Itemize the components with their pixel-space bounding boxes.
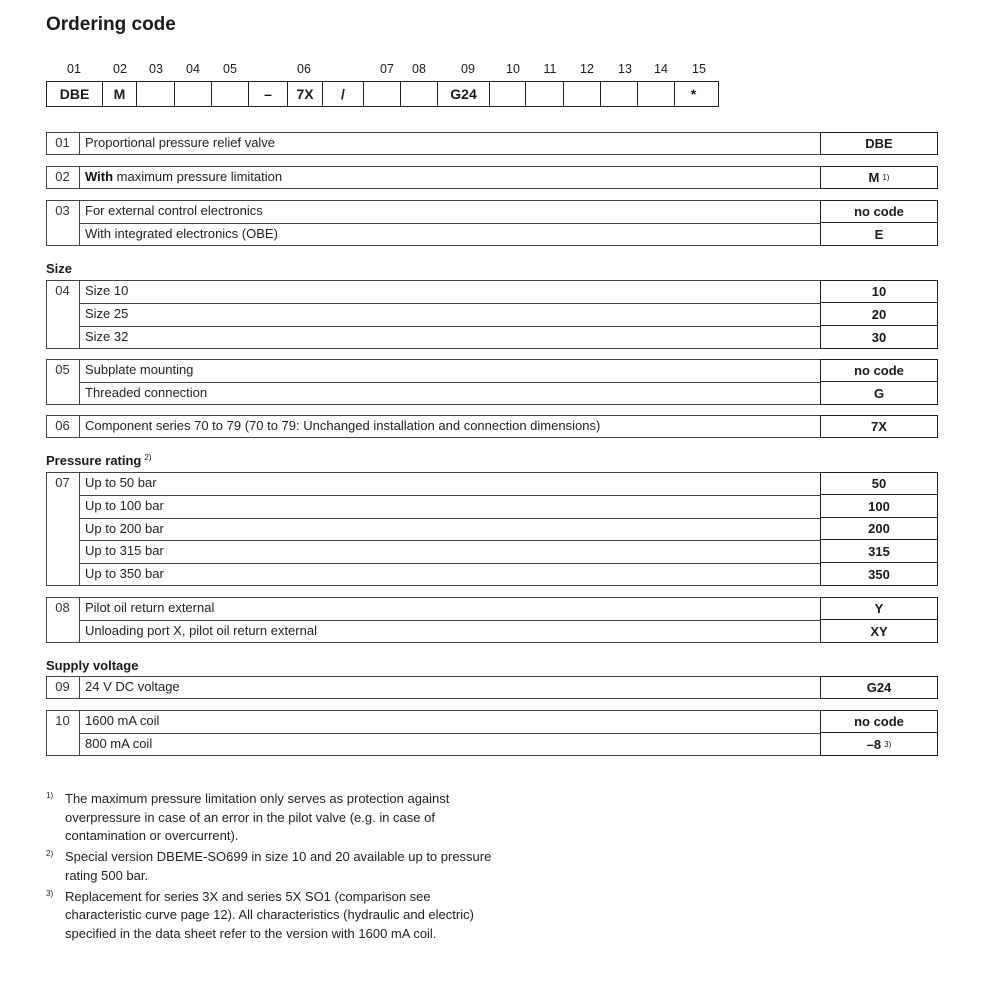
group-number: 01 xyxy=(55,135,70,150)
footnote xyxy=(46,790,506,846)
group-07 xyxy=(46,472,938,586)
option-code: E xyxy=(820,223,938,246)
position-numbers xyxy=(46,62,746,78)
code-box xyxy=(137,82,175,106)
group-number: 07 xyxy=(55,475,70,490)
option-row xyxy=(46,472,938,495)
code-box xyxy=(601,82,638,106)
position-number: 03 xyxy=(149,62,163,76)
option-code: 20 xyxy=(820,303,938,326)
group-02 xyxy=(46,166,938,189)
option-description: 24 V DC voltage xyxy=(85,679,180,694)
option-code: no code xyxy=(820,359,938,382)
position-number: 11 xyxy=(543,62,557,76)
group-09 xyxy=(46,676,938,699)
option-description: Up to 100 bar xyxy=(85,498,164,513)
position-number: 09 xyxy=(461,62,475,76)
option-code: no code xyxy=(820,710,938,733)
option-code: 100 xyxy=(820,495,938,518)
group-number: 02 xyxy=(55,169,70,184)
option-row xyxy=(46,676,938,699)
option-code: 200 xyxy=(820,518,938,540)
option-code: Y xyxy=(820,597,938,620)
page-title: Ordering code xyxy=(46,14,176,35)
group-06 xyxy=(46,415,938,438)
code-box: DBE xyxy=(47,82,103,106)
footnote-mark: 2) xyxy=(46,849,54,859)
group-05 xyxy=(46,359,938,405)
option-description-rest: maximum pressure limitation xyxy=(113,169,283,184)
option-row xyxy=(46,359,938,382)
group-10 xyxy=(46,710,938,756)
position-number: 14 xyxy=(654,62,668,76)
option-code: no code xyxy=(820,200,938,223)
option-row xyxy=(46,326,938,349)
option-code: 50 xyxy=(820,472,938,495)
footnote-mark: 1) xyxy=(46,791,54,800)
position-number: 15 xyxy=(692,62,706,76)
option-description: Proportional pressure relief valve xyxy=(85,135,276,150)
code-box xyxy=(638,82,675,106)
position-number: 04 xyxy=(186,62,200,76)
position-number: 08 xyxy=(412,62,426,76)
footnote-ref: 1) xyxy=(882,173,890,182)
option-code: 350 xyxy=(820,563,938,586)
option-description: Up to 350 bar xyxy=(85,566,164,581)
group-01 xyxy=(46,132,938,155)
position-number: 05 xyxy=(223,62,237,76)
option-description: Threaded connection xyxy=(85,385,208,400)
option-description: Up to 315 bar xyxy=(85,543,164,558)
option-row xyxy=(46,495,938,518)
group-03 xyxy=(46,200,938,246)
option-row xyxy=(46,280,938,303)
option-row xyxy=(46,415,938,438)
option-code: 7X xyxy=(820,415,938,438)
group-number: 04 xyxy=(55,283,70,298)
option-description: 1600 mA coil xyxy=(85,713,160,728)
code-box xyxy=(212,82,249,106)
code-box xyxy=(526,82,564,106)
footnote xyxy=(46,888,506,944)
footnote xyxy=(46,848,506,885)
option-description: Size 25 xyxy=(85,306,129,321)
code-box: 7X xyxy=(287,82,323,106)
footnotes xyxy=(46,790,506,944)
footnote-ref: 3) xyxy=(884,739,892,749)
option-code: G24 xyxy=(820,676,938,699)
position-number: 13 xyxy=(618,62,632,76)
option-row xyxy=(46,733,938,756)
option-row xyxy=(46,200,938,223)
option-description: 800 mA coil xyxy=(85,736,153,751)
code-box xyxy=(401,82,438,106)
footnote-text: The maximum pressure limitation only serves as protection against overpressure in case of an error in the pilot valve (e.g. in case of contamination or overcurrent). xyxy=(65,791,450,844)
section-heading-pressure-rating xyxy=(46,453,152,468)
option-description: Size 10 xyxy=(85,283,129,298)
option-code-value: M xyxy=(868,170,880,185)
option-description xyxy=(85,166,282,188)
option-code: G xyxy=(820,382,938,405)
footnote-text: Replacement for series 3X and series 5X SO1 (comparison see characteristic curve page 12). All characteristics (hydraulic and electric) specified in the data sheet refer to the version with 1600 mA coil. xyxy=(65,888,474,941)
code-box: * xyxy=(690,86,697,102)
group-number: 08 xyxy=(55,600,70,615)
option-description: Component series 70 to 79 (70 to 79: Unchanged installation and connection dimensions) xyxy=(85,418,601,433)
option-row xyxy=(46,382,938,405)
option-row xyxy=(46,132,938,155)
option-code: 315 xyxy=(820,540,938,563)
footnote-text: Special version DBEME-SO699 in size 10 and 20 available up to pressure rating 500 bar. xyxy=(65,849,492,883)
option-row xyxy=(46,540,938,563)
option-description: With integrated electronics (OBE) xyxy=(85,226,278,241)
code-box: – xyxy=(264,86,272,102)
option-row xyxy=(46,710,938,733)
group-04 xyxy=(46,280,938,349)
section-heading-text: Pressure rating xyxy=(46,453,142,468)
code-boxes xyxy=(46,81,719,107)
option-code xyxy=(820,166,938,189)
option-code xyxy=(820,733,938,756)
option-code: 30 xyxy=(820,326,938,349)
option-row xyxy=(46,223,938,246)
position-number: 01 xyxy=(67,62,81,76)
option-code: XY xyxy=(820,620,938,643)
position-number: 12 xyxy=(580,62,594,76)
section-heading-supply-voltage: Supply voltage xyxy=(46,658,139,673)
option-description-bold: With xyxy=(85,169,114,184)
section-heading-size: Size xyxy=(46,261,73,276)
option-description: Up to 200 bar xyxy=(85,521,164,536)
option-code: DBE xyxy=(820,132,938,155)
option-row xyxy=(46,563,938,586)
group-number: 09 xyxy=(55,679,70,694)
option-code: 10 xyxy=(820,280,938,303)
group-number: 10 xyxy=(55,713,70,728)
option-code-value: –8 xyxy=(866,736,882,752)
option-row xyxy=(46,303,938,326)
group-number: 06 xyxy=(55,418,70,433)
option-row xyxy=(46,620,938,643)
position-number: 06 xyxy=(297,62,311,76)
position-number: 02 xyxy=(113,62,127,76)
option-row xyxy=(46,597,938,620)
option-description: Size 32 xyxy=(85,329,129,344)
code-box xyxy=(490,82,526,106)
option-description: Pilot oil return external xyxy=(85,600,215,615)
option-description: For external control electronics xyxy=(85,203,263,218)
option-description: Unloading port X, pilot oil return external xyxy=(85,623,317,638)
code-box: G24 xyxy=(438,82,490,106)
footnote-ref: 2) xyxy=(144,453,152,462)
option-row xyxy=(46,166,938,189)
code-box: M xyxy=(103,82,137,106)
position-number: 07 xyxy=(380,62,394,76)
option-description: Subplate mounting xyxy=(85,362,194,377)
group-08 xyxy=(46,597,938,643)
option-description: Up to 50 bar xyxy=(85,475,157,490)
code-box xyxy=(363,82,401,106)
group-number: 03 xyxy=(55,203,70,218)
code-box xyxy=(564,82,601,106)
code-box xyxy=(175,82,212,106)
code-box: / xyxy=(341,86,345,102)
position-number: 10 xyxy=(506,62,520,76)
footnote-mark: 3) xyxy=(46,888,54,898)
group-number: 05 xyxy=(55,362,70,377)
option-row xyxy=(46,518,938,540)
